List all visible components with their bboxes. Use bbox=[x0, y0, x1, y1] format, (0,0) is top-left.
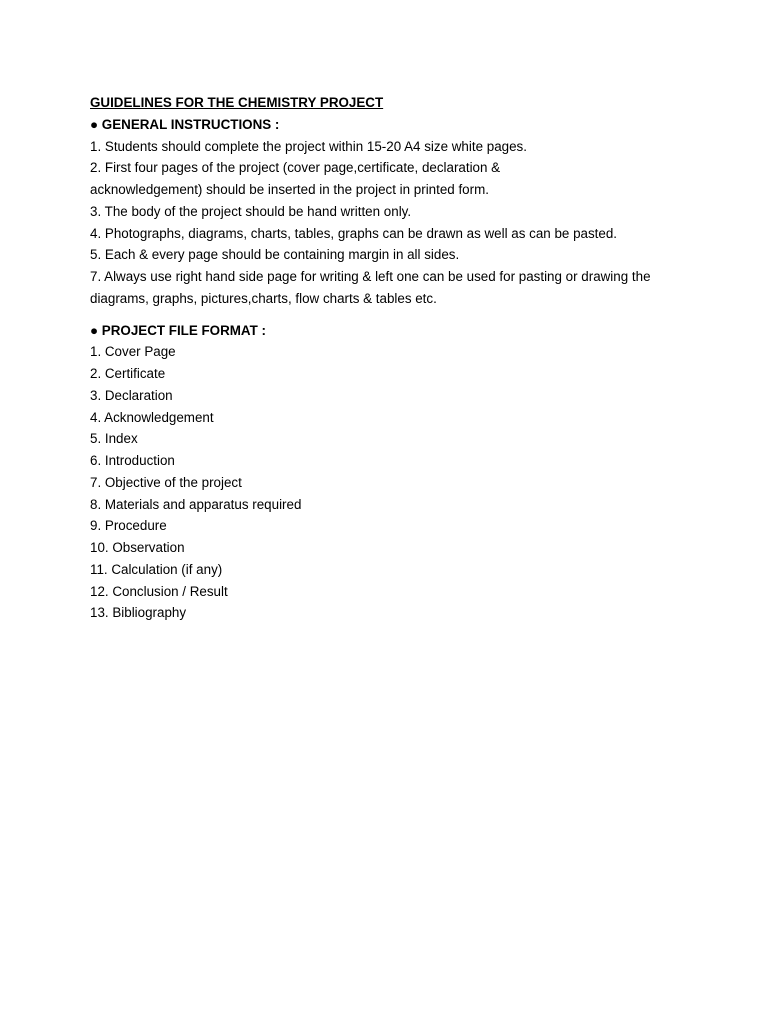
instruction-line: 1. Students should complete the project within 15-20 A4 size white pages. bbox=[90, 138, 527, 154]
instruction-line: 4. Photographs, diagrams, charts, tables, graphs can be drawn as well as can be pasted. bbox=[90, 225, 618, 241]
format-list-item: 13. Bibliography bbox=[90, 605, 187, 621]
format-list-item: 10. Observation bbox=[90, 540, 185, 555]
instruction-line: 7. Always use right hand side page for writing & left one can be used for pasting or drawing the bbox=[90, 269, 651, 284]
instruction-line: diagrams, graphs, pictures,charts, flow charts & tables etc. bbox=[90, 290, 437, 306]
instruction-line: 2. First four pages of the project (cover page,certificate, declaration & bbox=[90, 160, 501, 176]
format-list-item: 9. Procedure bbox=[90, 518, 167, 534]
project-file-format-heading: ● PROJECT FILE FORMAT : bbox=[90, 322, 266, 338]
general-instructions-heading: ● GENERAL INSTRUCTIONS : bbox=[90, 116, 280, 132]
format-list-item: 8. Materials and apparatus required bbox=[90, 496, 302, 512]
instruction-line: 3. The body of the project should be hand written only. bbox=[90, 203, 412, 219]
general-instructions-list bbox=[90, 136, 690, 310]
format-list-item: 6. Introduction bbox=[90, 453, 175, 468]
format-list-item: 12. Conclusion / Result bbox=[90, 583, 228, 599]
format-list-item: 4. Acknowledgement bbox=[90, 409, 214, 425]
format-list-item: 1. Cover Page bbox=[90, 344, 176, 360]
document-page bbox=[90, 92, 690, 624]
format-list-item: 11. Calculation (if any) bbox=[90, 561, 223, 577]
instruction-line: acknowledgement) should be inserted in the project in printed form. bbox=[90, 182, 489, 197]
instruction-line: 5. Each & every page should be containing margin in all sides. bbox=[90, 247, 460, 263]
project-file-format-section bbox=[90, 320, 690, 625]
format-list-item: 3. Declaration bbox=[90, 387, 173, 403]
format-list-item: 2. Certificate bbox=[90, 366, 166, 381]
format-list-item: 5. Index bbox=[90, 431, 138, 447]
format-list-item: 7. Objective of the project bbox=[90, 474, 242, 490]
document-title: GUIDELINES FOR THE CHEMISTRY PROJECT bbox=[90, 95, 384, 110]
project-file-format-list bbox=[90, 341, 690, 624]
